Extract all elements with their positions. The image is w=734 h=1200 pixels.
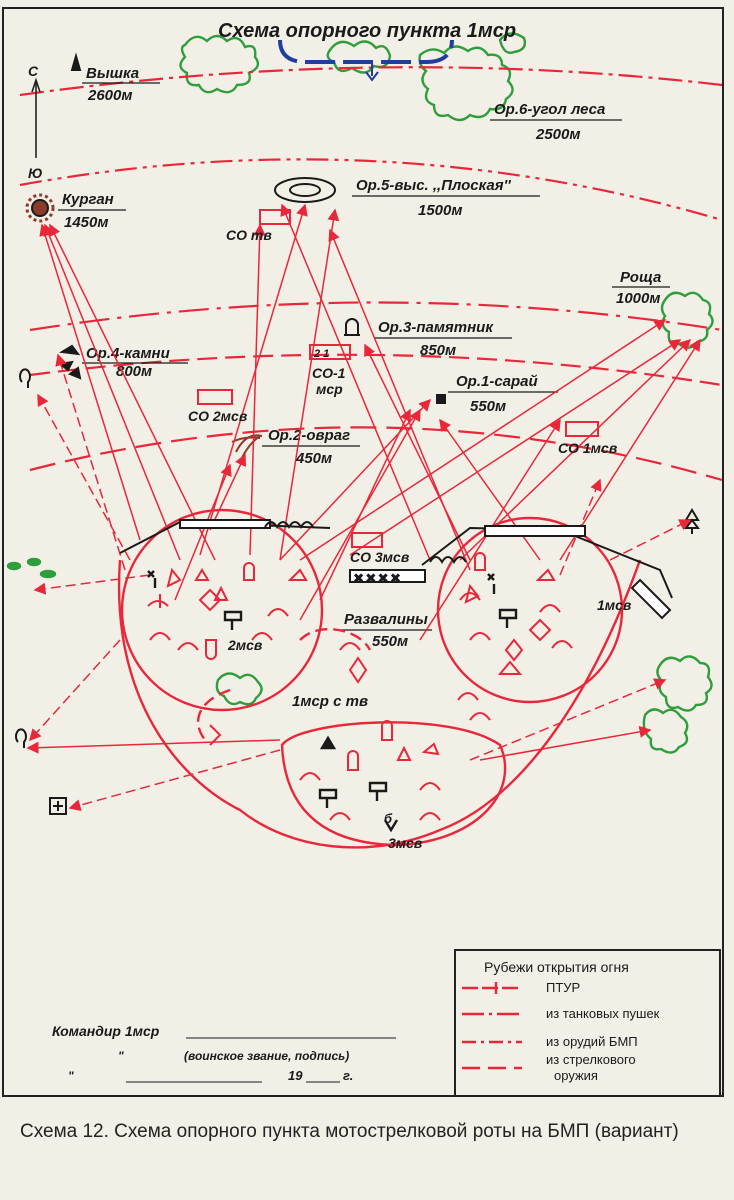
landmark-or6 bbox=[490, 101, 622, 143]
landmark-or3 bbox=[374, 319, 512, 359]
quote-mark-1: " bbox=[118, 1049, 124, 1063]
svg-text:Ор.5-выс. ,,Плоская'': Ор.5-выс. ,,Плоская'' bbox=[356, 177, 511, 194]
label-co3msv: СО 3мсв bbox=[350, 549, 410, 565]
platoon-2-area bbox=[122, 510, 322, 710]
svg-text:Ор.4-камни: Ор.4-камни bbox=[86, 345, 170, 362]
conifer-icon bbox=[686, 510, 698, 534]
compass-south: Ю bbox=[28, 165, 43, 181]
svg-text:Ор.6-угол леса: Ор.6-угол леса bbox=[494, 101, 606, 118]
label-co1-line2: мср bbox=[316, 381, 343, 397]
label-co2msv: СО 2мсв bbox=[188, 408, 248, 424]
label-co1-box: 2 1 bbox=[314, 348, 330, 360]
figure-caption: Схема 12. Схема опорного пункта мотострелковой роты на БМП (вариант) bbox=[20, 1121, 679, 1142]
svg-text:✕ ✕ ✕ ✕: ✕ ✕ ✕ ✕ bbox=[354, 573, 401, 585]
svg-text:1500м: 1500м bbox=[418, 202, 463, 219]
svg-text:450м: 450м bbox=[296, 450, 333, 467]
svg-text:Ор.2-овраг: Ор.2-овраг bbox=[268, 427, 351, 444]
compass-north: С bbox=[28, 63, 39, 79]
svg-text:Роща: Роща bbox=[620, 269, 662, 286]
landmark-or2 bbox=[262, 427, 360, 467]
compass-arrow bbox=[28, 63, 43, 181]
landmark-or5 bbox=[352, 177, 540, 219]
tower-icon bbox=[72, 56, 80, 70]
year-label: 19 bbox=[288, 1068, 303, 1083]
legend bbox=[455, 950, 720, 1096]
svg-text:Вышка: Вышка bbox=[86, 65, 140, 82]
legend-item-tank: из танковых пушек bbox=[546, 1006, 660, 1021]
fire-sector-arrows bbox=[28, 205, 700, 808]
landmark-roshcha bbox=[612, 269, 670, 307]
command-post-marker bbox=[280, 40, 452, 80]
landmark-vyshka bbox=[82, 65, 160, 104]
svg-text:Развалины: Развалины bbox=[344, 611, 428, 628]
svg-text:550м: 550м bbox=[470, 398, 507, 415]
svg-text:Курган: Курган bbox=[62, 191, 114, 208]
commander-label: Командир 1мср bbox=[52, 1023, 160, 1039]
height-icon bbox=[275, 178, 335, 202]
landmark-kurgan bbox=[58, 191, 126, 231]
legend-item-ptur: ПТУР bbox=[546, 980, 581, 995]
label-1msv: 1мсв bbox=[597, 597, 632, 613]
label-3msv: 3мсв bbox=[388, 835, 423, 851]
co-1msv-box bbox=[566, 422, 598, 436]
legend-item-rifle2: оружия bbox=[554, 1068, 598, 1083]
stones-icon bbox=[60, 346, 80, 378]
quote-mark-2: " bbox=[68, 1069, 74, 1083]
signature-block bbox=[52, 1023, 396, 1083]
co-3msv-box bbox=[352, 533, 382, 547]
co-2msv-box bbox=[198, 390, 232, 404]
landmark-or1 bbox=[448, 373, 558, 415]
single-tree-icon bbox=[16, 369, 30, 748]
label-b: б bbox=[384, 811, 393, 826]
year-suffix: г. bbox=[343, 1068, 354, 1083]
svg-text:800м: 800м bbox=[116, 363, 153, 380]
svg-text:Ор.1-сарай: Ор.1-сарай bbox=[456, 373, 538, 390]
barn-icon bbox=[437, 395, 445, 403]
label-co-tv: СО тв bbox=[226, 227, 272, 243]
label-co1-line1: СО-1 bbox=[312, 365, 346, 381]
label-1msr-tv: 1мср с тв bbox=[292, 693, 369, 710]
legend-item-rifle1: из стрелкового bbox=[546, 1052, 636, 1067]
label-2msv: 2мсв bbox=[228, 637, 263, 653]
mound-icon bbox=[27, 195, 53, 221]
svg-text:1000м: 1000м bbox=[616, 290, 661, 307]
svg-text:550м: 550м bbox=[372, 633, 409, 650]
svg-text:1450м: 1450м bbox=[64, 214, 109, 231]
rank-hint: (воинское звание, подпись) bbox=[184, 1049, 350, 1063]
svg-text:850м: 850м bbox=[420, 342, 457, 359]
building-icon bbox=[50, 798, 66, 814]
legend-title: Рубежи открытия огня bbox=[484, 959, 629, 975]
monument-icon bbox=[344, 319, 360, 335]
legend-item-bmp: из орудий БМП bbox=[546, 1034, 638, 1049]
svg-text:2600м: 2600м bbox=[88, 87, 133, 104]
svg-text:2500м: 2500м bbox=[536, 126, 581, 143]
ravine-icon bbox=[232, 435, 262, 462]
fighting-positions bbox=[148, 553, 572, 820]
map-title: Схема опорного пункта 1мср bbox=[218, 20, 517, 42]
label-co1msv: СО 1мсв bbox=[558, 440, 618, 456]
svg-text:Ор.3-памятник: Ор.3-памятник bbox=[378, 319, 493, 336]
landmark-or4 bbox=[82, 345, 188, 380]
